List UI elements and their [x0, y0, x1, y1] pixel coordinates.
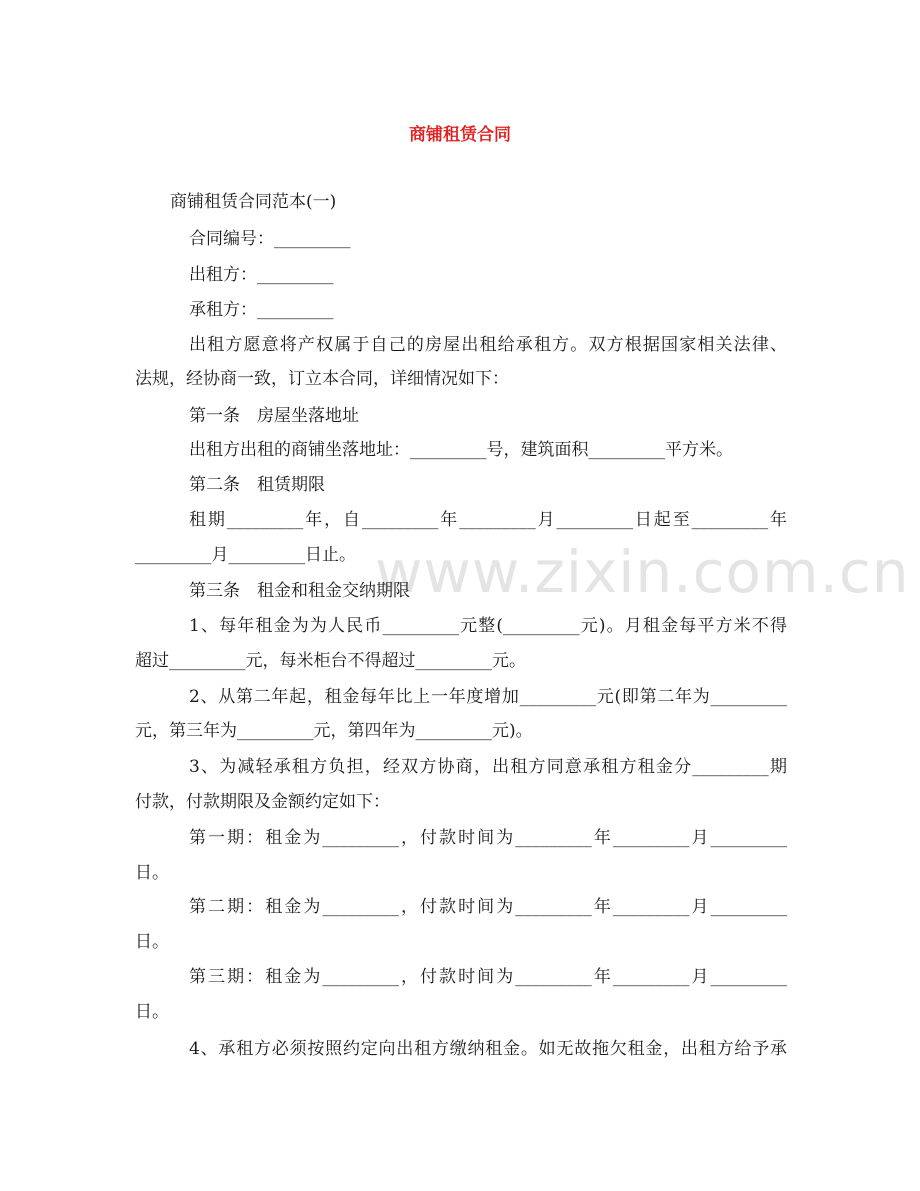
paragraph-line: 出租方出租的商铺坐落地址：_________号，建筑面积_________平方米。 [189, 440, 733, 460]
paragraph-line: 承租方：_________ [189, 300, 334, 320]
paragraph-line: 第二条 租赁期限 [189, 475, 325, 495]
paragraph-line: 出租方：_________ [189, 265, 334, 285]
paragraph-line: 1、每年租金为为人民币_________元整(_________元)。月租金每平方米不得 [189, 616, 787, 636]
paragraph-line: 出租方愿意将产权属于自己的房屋出租给承租方。双方根据国家相关法律、 [189, 335, 787, 355]
paragraph-line: 日。 [135, 932, 169, 952]
paragraph-line: 第二期：租金为_________，付款时间为_________年_________月_________ [189, 897, 787, 917]
paragraph-line: 第三条 租金和租金交纳期限 [189, 581, 410, 601]
paragraph-line: 3、为减轻承租方负担，经双方协商，出租方同意承租方租金分_________期 [189, 757, 787, 777]
watermark: www.zixin.com.cn [375, 538, 910, 606]
paragraph-line: 4、承租方必须按照约定向出租方缴纳租金。如无故拖欠租金，出租方给予承 [189, 1039, 787, 1059]
paragraph-line: 元，第三年为_________元，第四年为_________元)。 [135, 721, 533, 741]
paragraph-line: 超过_________元，每米柜台不得超过_________元。 [135, 651, 526, 671]
paragraph-line: _________月_________日止。 [135, 545, 356, 565]
paragraph-line: 2、从第二年起，租金每年比上一年度增加_________元(即第二年为_________ [189, 687, 787, 707]
paragraph-line: 第一期：租金为_________，付款时间为_________年_________月_________ [189, 828, 787, 848]
paragraph-line: 合同编号：_________ [189, 229, 351, 249]
paragraph-line: 日。 [135, 1002, 169, 1022]
paragraph-line: 商铺租赁合同范本(一) [170, 192, 337, 212]
paragraph-line: 租期_________年，自_________年_________月_________日起至_________年 [189, 510, 787, 530]
paragraph-line: 付款，付款期限及金额约定如下： [135, 792, 390, 812]
paragraph-line: 法规，经协商一致，订立本合同，详细情况如下： [135, 369, 509, 389]
paragraph-line: 第三期：租金为_________，付款时间为_________年_________月_________ [189, 967, 787, 987]
paragraph-line: 第一条 房屋坐落地址 [189, 406, 359, 426]
document-title: 商铺租赁合同 [409, 125, 511, 145]
paragraph-line: 日。 [135, 863, 169, 883]
